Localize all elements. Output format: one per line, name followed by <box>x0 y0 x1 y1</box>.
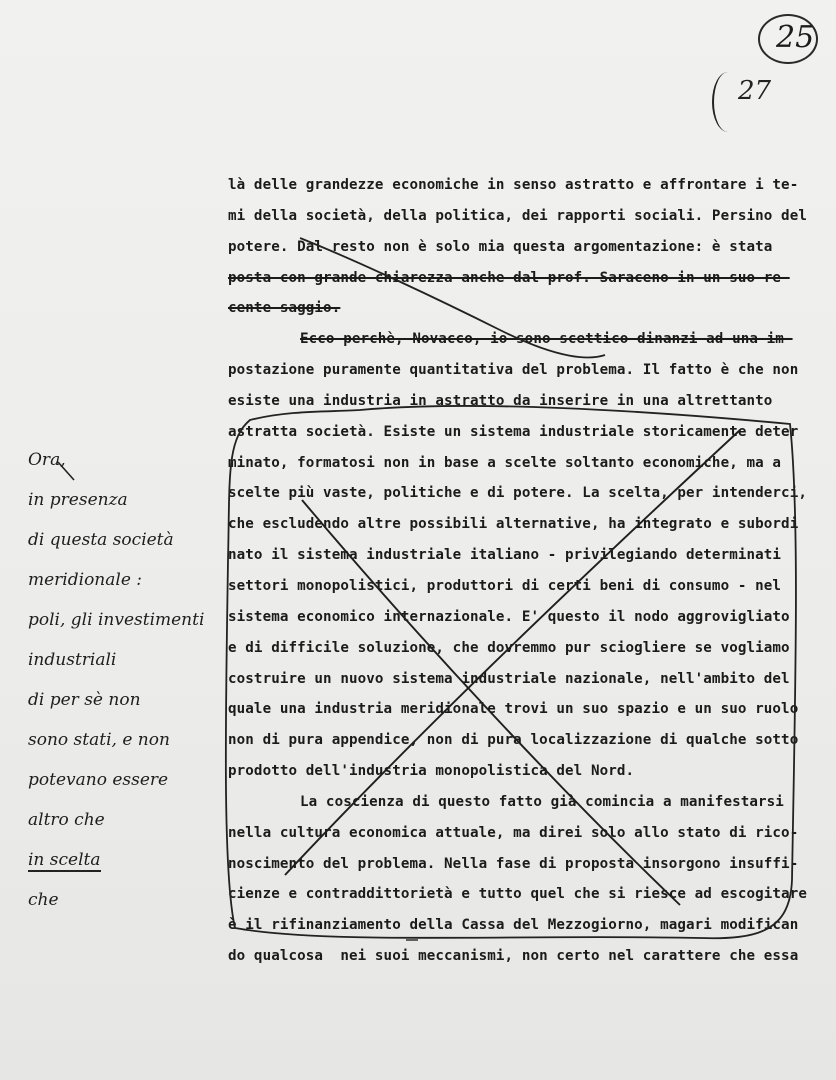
text-line: mi della società, della politica, dei rapporti sociali. Persino del <box>228 207 807 224</box>
text-line: prodotto dell'industria monopolistica del Nord. <box>228 763 635 780</box>
text-line: astratta società. Esiste un sistema industriale storicamente deter <box>228 423 799 440</box>
text-line: postazione puramente quantitativa del problema. Il fatto è che non <box>228 362 799 379</box>
text-line: Ecco perchè, Novacco, io sono scettico dinanzi ad una im- <box>300 331 793 348</box>
text-line: posta con grande chiarezza anche dal prof. Saraceno in un suo re- <box>228 269 790 286</box>
margin-note-line: industriali <box>28 650 117 670</box>
margin-note-line: sono stati, e non <box>28 730 170 750</box>
margin-note-line: potevano essere <box>28 770 169 790</box>
text-line: quale una industria meridionale trovi un suo spazio e un suo ruolo <box>228 701 799 718</box>
margin-note-line: che <box>28 890 59 910</box>
text-line: potere. Dal resto non è solo mia questa argomentazione: è stata <box>228 238 773 255</box>
text-line: non di pura appendice, non di pura localizzazione di qualche sotto <box>228 732 799 749</box>
text-line: nella cultura economica attuale, ma direi solo allo stato di rico- <box>228 824 799 841</box>
text-line: do qualcosa nei suoi meccanismi, non certo nel carattere che essa <box>228 948 799 965</box>
margin-note-line: Ora, <box>28 450 66 470</box>
cross-out-stroke-1 <box>302 500 680 905</box>
margin-note-line: di questa società <box>28 530 174 550</box>
margin-stroke <box>58 462 74 480</box>
text-line: esiste una industria in astratto da inserire in una altrettanto <box>228 392 773 409</box>
deletion-connector-line <box>300 238 605 357</box>
text-line: è il rifinanziamento della Cassa del Mezzogiorno, magari modifican <box>228 917 799 934</box>
text-line: che escludendo altre possibili alternative, ha integrato e subordi <box>228 516 799 533</box>
text-line: nato il sistema industriale italiano - privilegiando determinati <box>228 547 782 564</box>
text-line: noscimento del problema. Nella fase di proposta insorgono insuffi- <box>228 855 799 872</box>
page-number: 25 <box>776 20 815 55</box>
enclosing-loop <box>226 406 796 938</box>
text-line: scelte più vaste, politiche e di potere. La scelta, per intenderci, <box>228 485 807 502</box>
folio-number: 27 <box>738 76 772 106</box>
margin-note-line: altro che <box>28 810 105 830</box>
text-line: La coscienza di questo fatto già comincia a manifestarsi <box>300 793 784 810</box>
text-line: cienze e contraddittorietà e tutto quel che si riesce ad escogitare <box>228 886 807 903</box>
text-line: e di difficile soluzione, che dovremmo pur sciogliere se vogliamo <box>228 639 790 656</box>
margin-note-line: in scelta <box>28 850 101 870</box>
text-line: minato, formatosi non in base a scelte soltanto economiche, ma a <box>228 454 782 471</box>
text-line: costruire un nuovo sistema industriale nazionale, nell'ambito del <box>228 670 790 687</box>
text-line: là delle grandezze economiche in senso astratto e affrontare i te- <box>228 177 799 193</box>
text-line: cente saggio. <box>228 300 341 317</box>
margin-note-line: di per sè non <box>28 690 141 710</box>
margin-note-line: poli, gli investimenti <box>28 610 205 630</box>
cross-out-stroke-2 <box>285 430 740 875</box>
text-line: sistema economico internazionale. E' questo il nodo aggrovigliato <box>228 608 790 625</box>
margin-note-line: meridionale : <box>28 570 143 590</box>
margin-note-line: in presenza <box>28 490 128 510</box>
text-line: settori monopolistici, produttori di certi beni di consumo - nel <box>228 577 782 594</box>
